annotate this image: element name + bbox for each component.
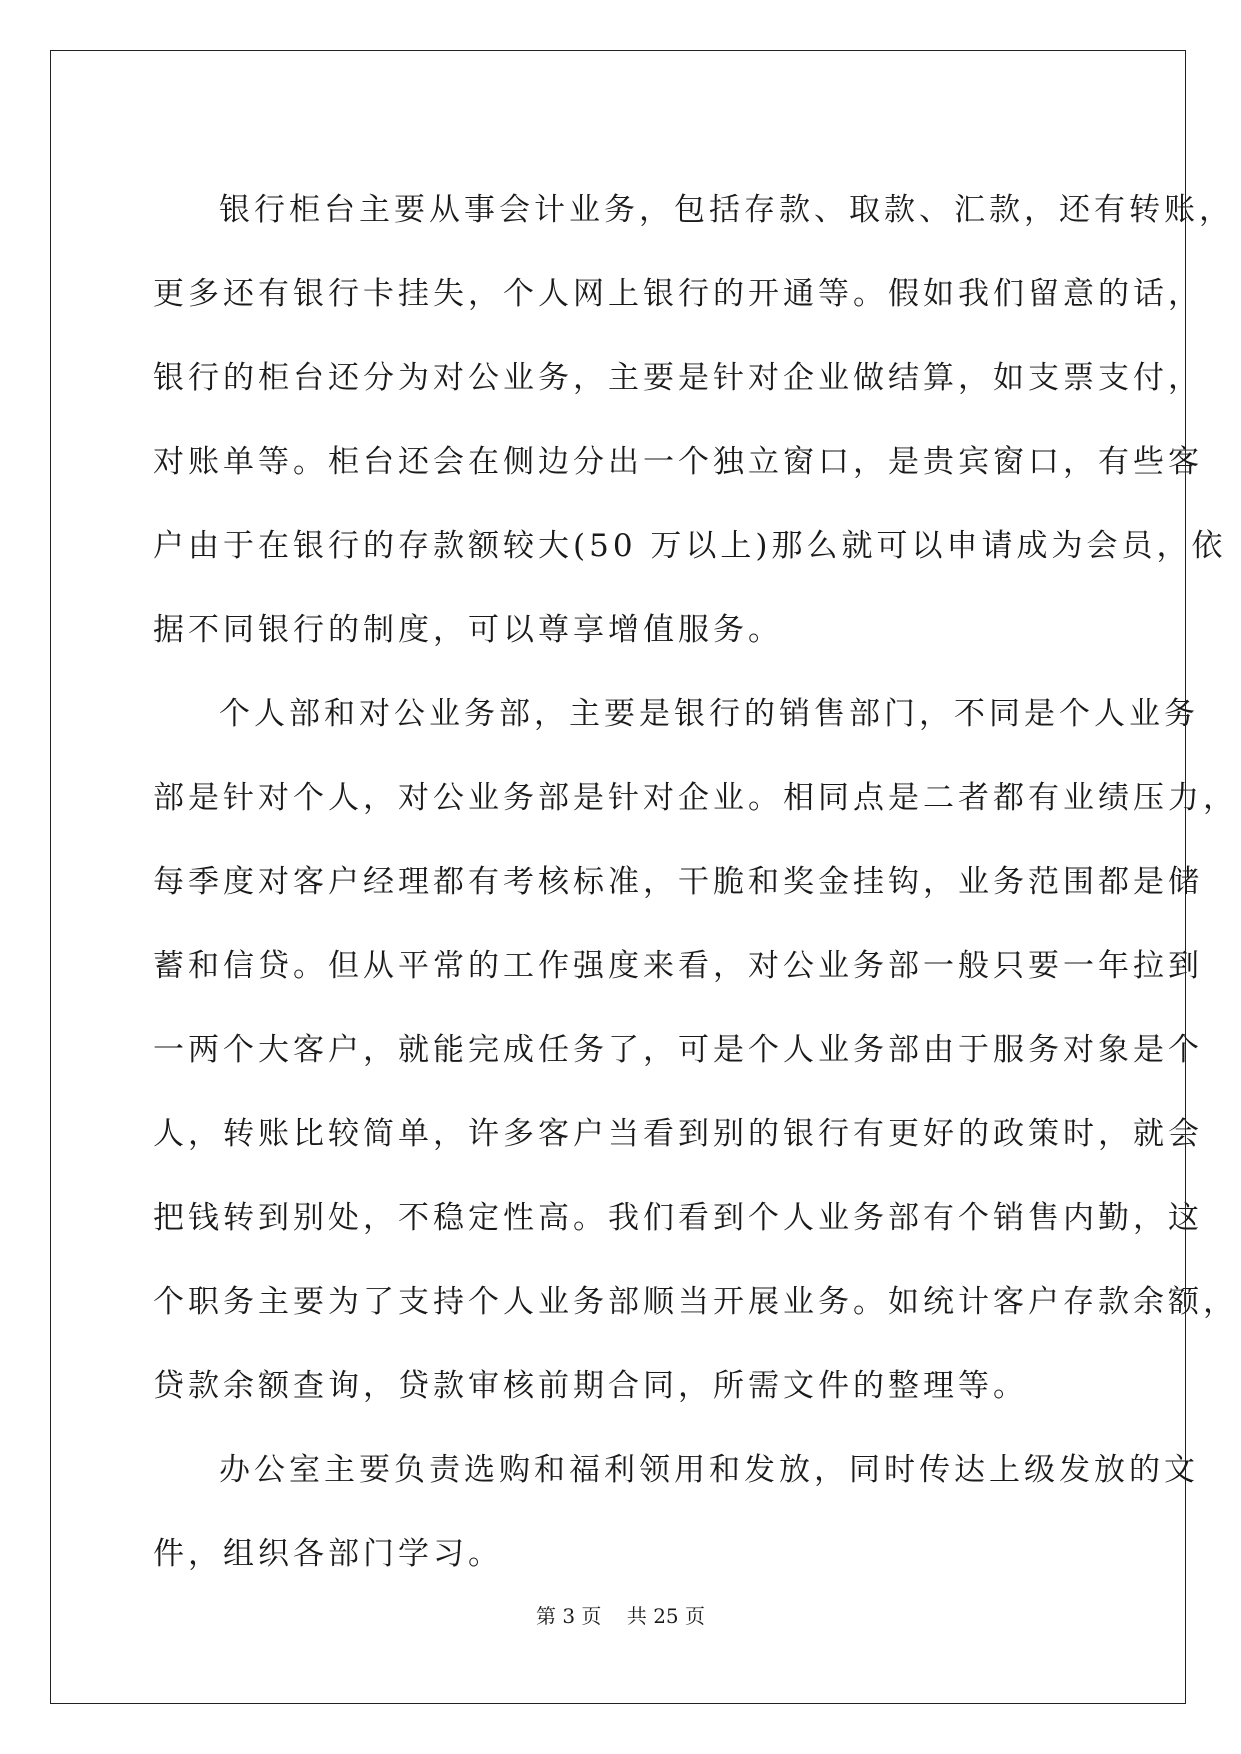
- paragraph-2-line-8: 个职务主要为了支持个人业务部顺当开展业务。如统计客户存款余额，: [153, 1284, 1238, 1320]
- paragraph-1-line-4: 对账单等。柜台还会在侧边分出一个独立窗口，是贵宾窗口，有些客: [153, 444, 1203, 480]
- paragraph-3-line-2: 件，组织各部门学习。: [153, 1536, 503, 1572]
- paragraph-2-line-5: 一两个大客户，就能完成任务了，可是个人业务部由于服务对象是个: [153, 1032, 1203, 1068]
- paragraph-1-line-3: 银行的柜台还分为对公业务，主要是针对企业做结算，如支票支付，: [153, 360, 1203, 396]
- paragraph-1-line-2: 更多还有银行卡挂失，个人网上银行的开通等。假如我们留意的话，: [153, 276, 1203, 312]
- paragraph-2-line-7: 把钱转到别处，不稳定性高。我们看到个人业务部有个销售内勤，这: [153, 1200, 1203, 1236]
- paragraph-2-line-3: 每季度对客户经理都有考核标准，干脆和奖金挂钩，业务范围都是储: [153, 864, 1203, 900]
- paragraph-3-line-1: 办公室主要负责选购和福利领用和发放，同时传达上级发放的文: [219, 1452, 1199, 1488]
- page-number-label: 第 3 页 共 25 页: [535, 1604, 706, 1628]
- paragraph-2-line-2: 部是针对个人，对公业务部是针对企业。相同点是二者都有业绩压力，: [153, 780, 1238, 816]
- paragraph-1-line-5: 户由于在银行的存款额较大(50 万以上)那么就可以申请成为会员，依: [153, 528, 1227, 564]
- paragraph-1-line-1: 银行柜台主要从事会计业务，包括存款、取款、汇款，还有转账，: [219, 192, 1234, 228]
- page-footer: [0, 1600, 1241, 1629]
- paragraph-1-line-6: 据不同银行的制度，可以尊享增值服务。: [153, 612, 783, 648]
- paragraph-2-line-6: 人，转账比较简单，许多客户当看到别的银行有更好的政策时，就会: [153, 1116, 1203, 1152]
- document-body: [153, 168, 1238, 1596]
- paragraph-2-line-4: 蓄和信贷。但从平常的工作强度来看，对公业务部一般只要一年拉到: [153, 948, 1203, 984]
- paragraph-2-line-9: 贷款余额查询，贷款审核前期合同，所需文件的整理等。: [153, 1368, 1028, 1404]
- paragraph-2-line-1: 个人部和对公业务部，主要是银行的销售部门，不同是个人业务: [219, 696, 1199, 732]
